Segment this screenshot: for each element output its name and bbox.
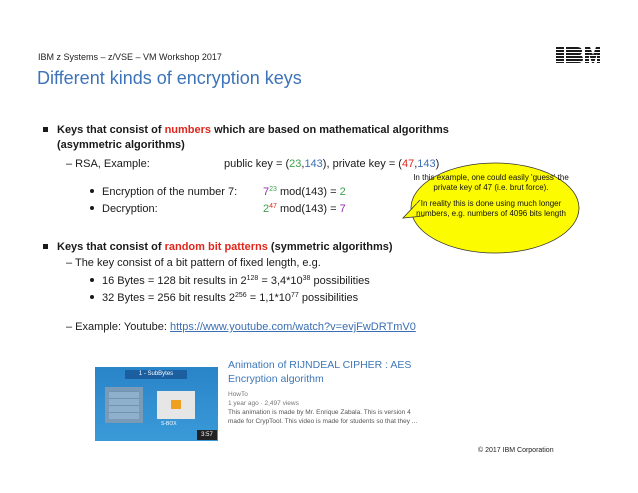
section1-heading: Keys that consist of numbers which are based on mathematical algorithms (43, 124, 449, 136)
header-text: IBM z Systems – z/VSE – VM Workshop 2017 (38, 52, 222, 62)
video-info (228, 358, 424, 426)
square-bullet-icon (43, 127, 48, 132)
round-bullet-icon (90, 189, 94, 193)
callout-text: In this example, one could easily 'guess' the private key of 47 (i.e. brut force). In reality this is done using much longer numbers, e.g. numbers of 4096 bits length (413, 173, 569, 218)
round-bullet-icon (90, 206, 94, 210)
encryption-formula: $7^{23}$ mod(143) = 2 (263, 186, 346, 198)
round-bullet-icon (90, 295, 94, 299)
ibm-logo (556, 46, 600, 64)
bit-item-256: 32 Bytes = 256 bit results $2^{256} = 1,1*10^{77}$ possibilities (90, 292, 358, 304)
rsa-keys: public key = (23,143), private key = (47,143) (224, 158, 440, 170)
video-channel: HowTo (228, 391, 248, 398)
video-meta: 1 year ago · 2,497 views (228, 400, 299, 407)
youtube-example: – Example: Youtube: https://www.youtube.com/watch?v=evjFwDRTmV0 (66, 321, 416, 333)
video-description: This animation is made by Mr. Enrique Zabala. This is version 4 made for CrypTool. This video is made for students so that they ... (228, 409, 418, 425)
numbers-highlight: numbers (164, 124, 212, 136)
thumb-label: 1 - SubBytes (125, 370, 187, 379)
bit-item-128: 16 Bytes = 128 bit results in $2^{128} = 3,4*10^{38}$ possibilities (90, 275, 370, 287)
section1-subheading: (asymmetric algorithms) (57, 139, 185, 151)
round-bullet-icon (90, 278, 94, 282)
section2-description: – The key consist of a bit pattern of fixed length, e.g. (66, 257, 321, 269)
random-bits-highlight: random bit patterns (164, 241, 268, 253)
rsa-label: – RSA, Example: (66, 158, 150, 170)
youtube-link[interactable]: https://www.youtube.com/watch?v=evjFwDRTmV0 (169, 321, 416, 333)
decryption-label: Decryption: (90, 203, 158, 215)
video-thumbnail[interactable] (95, 367, 218, 441)
encryption-label: Encryption of the number 7: (90, 186, 237, 198)
thumb-sbox-label: S-BOX (161, 421, 177, 427)
square-bullet-icon (43, 244, 48, 249)
video-duration: 3:57 (197, 430, 217, 440)
thumb-sbox-table (157, 391, 195, 419)
page-title: Different kinds of encryption keys (37, 68, 302, 88)
video-title[interactable]: Animation of RIJNDEAL CIPHER : AES Encryption algorithm (228, 359, 412, 385)
decryption-formula: $2^{47}$ mod(143) = 7 (263, 203, 346, 215)
footer-copyright: © 2017 IBM Corporation (478, 447, 554, 454)
section2-heading: Keys that consist of random bit patterns (symmetric algorithms) (43, 241, 393, 253)
thumb-grid (105, 387, 143, 423)
